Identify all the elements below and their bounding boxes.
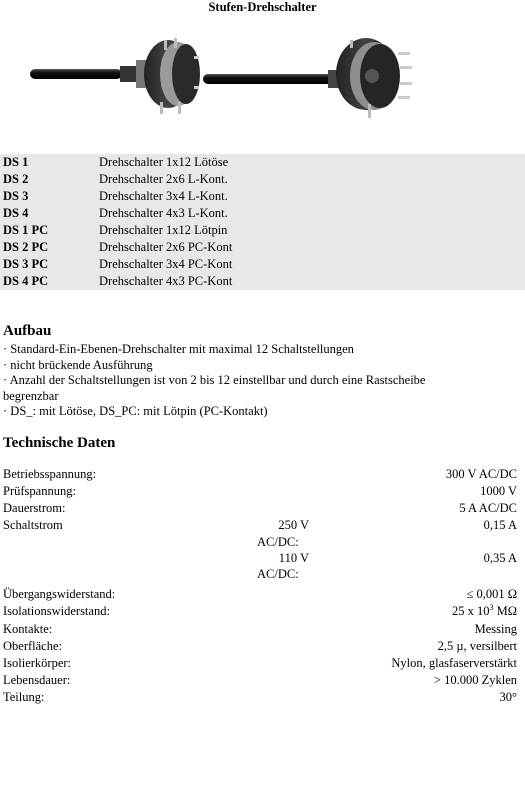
table-row xyxy=(0,154,525,171)
spec-label: Übergangswiderstand: xyxy=(3,587,116,601)
spec-value: 1000 V xyxy=(480,484,517,498)
table-row xyxy=(0,239,525,256)
rotary-switch-right xyxy=(203,38,412,118)
type-description: Drehschalter 4x3 L-Kont. xyxy=(96,205,525,222)
list-item: · DS_: mit Lötöse, DS_PC: mit Lötpin (PC-Kontakt) xyxy=(3,404,268,418)
type-code: DS 1 xyxy=(0,154,96,171)
spec-value: Messing xyxy=(474,622,517,636)
aufbau-heading: Aufbau xyxy=(3,323,52,339)
spec-value-exponent: 3 xyxy=(489,602,494,612)
type-description: Drehschalter 2x6 L-Kont. xyxy=(96,171,525,188)
type-description: Drehschalter 3x4 L-Kont. xyxy=(96,188,525,205)
spec-value: ≤ 0,001 Ω xyxy=(466,587,517,601)
list-item: · Anzahl der Schaltstellungen ist von 2 bis 12 einstellbar und durch eine Rastscheibe begrenzbar xyxy=(3,373,426,403)
spec-voltage: 250 V xyxy=(278,518,309,532)
type-description: Drehschalter 3x4 PC-Kont xyxy=(96,256,525,273)
page-title: Stufen-Drehschalter xyxy=(208,0,317,14)
type-description: Drehschalter 1x12 Lötpin xyxy=(96,222,525,239)
table-row xyxy=(0,256,525,273)
spec-label: Dauerstrom: xyxy=(3,501,66,515)
type-code: DS 4 xyxy=(0,205,96,222)
table-row xyxy=(0,188,525,205)
spec-value: > 10.000 Zyklen xyxy=(433,673,517,687)
type-code: DS 2 PC xyxy=(0,239,96,256)
list-item: · nicht brückende Ausführung xyxy=(3,357,153,372)
table-row xyxy=(0,273,525,290)
spec-value: 30° xyxy=(499,690,517,704)
spec-label: Isolationswiderstand: xyxy=(3,604,110,618)
product-photo xyxy=(28,36,428,126)
spec-label: Kontakte: xyxy=(3,622,53,636)
spec-value: 2,5 µ, versilbert xyxy=(437,639,517,653)
spec-value: 0,15 A xyxy=(483,518,517,532)
list-item: · Standard-Ein-Ebenen-Drehschalter mit maximal 12 Schaltstellungen xyxy=(3,342,354,356)
spec-label: Schaltstrom xyxy=(3,518,63,532)
spec-label: Lebensdauer: xyxy=(3,673,71,687)
type-code: DS 2 xyxy=(0,171,96,188)
type-description: Drehschalter 2x6 PC-Kont xyxy=(96,239,525,256)
type-code: DS 3 PC xyxy=(0,256,96,273)
type-code: DS 3 xyxy=(0,188,96,205)
table-row xyxy=(0,205,525,222)
type-code: DS 1 PC xyxy=(0,222,96,239)
table-row xyxy=(0,222,525,239)
spec-value: 0,35 A xyxy=(483,551,517,565)
spec-label: Prüfspannung: xyxy=(3,484,76,498)
technische-daten-heading: Technische Daten xyxy=(3,435,116,451)
spec-value xyxy=(452,603,517,620)
spec-value: 5 A AC/DC xyxy=(459,501,517,515)
aufbau-list xyxy=(3,342,463,420)
type-description: Drehschalter 1x12 Lötöse xyxy=(96,154,525,171)
spec-value: Nylon, glasfaserverstärkt xyxy=(391,656,517,670)
type-description: Drehschalter 4x3 PC-Kont xyxy=(96,273,525,290)
spec-value-base: 25 x 10 xyxy=(451,604,490,618)
spec-label: Isolierkörper: xyxy=(3,656,72,670)
types-table xyxy=(0,154,525,290)
spec-unit: AC/DC: xyxy=(257,535,299,549)
type-code: DS 4 PC xyxy=(0,273,96,290)
spec-label: Teilung: xyxy=(3,690,45,704)
spec-voltage: 110 V xyxy=(278,551,309,565)
spec-label: Betriebsspannung: xyxy=(3,467,97,481)
spec-value: 300 V AC/DC xyxy=(445,467,517,481)
spec-label: Oberfläche: xyxy=(3,639,62,653)
table-row xyxy=(0,171,525,188)
spec-value-unit: MΩ xyxy=(493,604,517,618)
rotary-switch-left xyxy=(30,38,200,114)
spec-unit: AC/DC: xyxy=(257,567,299,581)
